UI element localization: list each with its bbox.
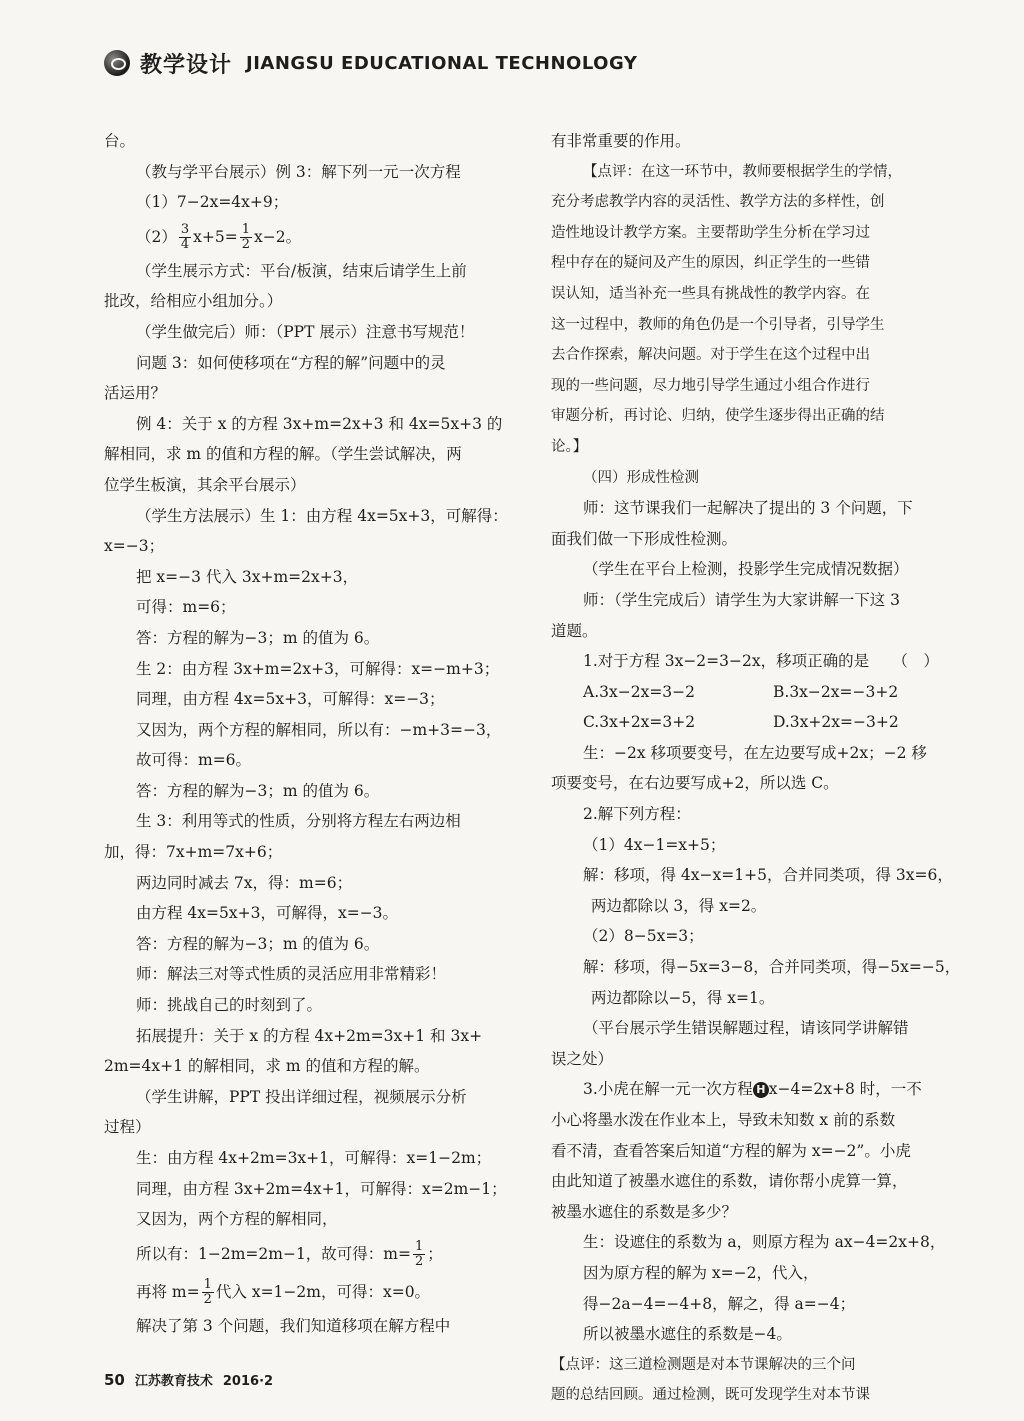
fraction	[240, 223, 252, 252]
text-line: 例 4：关于 x 的方程 3x+m=2x+3 和 4x=5x+3 的	[136, 414, 503, 433]
page-number: 50	[104, 1371, 125, 1389]
section-title: 教学设计	[140, 52, 233, 78]
text-line: （学生展示方式：平台/板演，结束后请学生上前	[136, 261, 467, 280]
numerator: 3	[180, 222, 190, 238]
equation-line: （1）7−2x=4x+9；	[136, 193, 289, 212]
comment-line: 审题分析，再讨论、归纳，使学生逐步得出正确的结	[551, 408, 885, 425]
fraction	[179, 223, 191, 252]
text-line: 解：移项，得−5x=3−8，合并同类项，得−5x=−5，	[583, 958, 961, 977]
left-column	[104, 126, 518, 1341]
text-line: 加，得：7x+m=7x+6；	[104, 843, 283, 862]
text-line: 两边都除以−5，得 x=1。	[591, 988, 775, 1007]
ink-blot-icon: H	[753, 1082, 769, 1098]
numerator: 1	[203, 1277, 212, 1293]
section-heading: （四）形成性检测	[583, 469, 699, 486]
text-line: 师：（学生完成后）请学生为大家讲解一下这 3	[583, 590, 901, 609]
text-line: 生：−2x 移项要变号，在左边要写成+2x；−2 移	[583, 743, 927, 762]
text-line: 得−2a−4=−4+8，解之，得 a=−4；	[583, 1294, 856, 1313]
option-c: C.3x+2x=3+2	[583, 713, 696, 732]
comment-line: 去合作探索，解决问题。对于学生在这个过程中出	[551, 347, 870, 364]
text-line: 生：设遮住的系数为 a，则原方程为 ax−4=2x+8，	[583, 1233, 946, 1252]
question-line: 1.对于方程 3x−2=3−2x，移项正确的是 （ ）	[583, 652, 939, 671]
text-line: （学生做完后）师：（PPT 展示）注意书写规范！	[136, 322, 475, 341]
denominator: 2	[415, 1254, 424, 1270]
text-line: （学生方法展示）生 1：由方程 4x=5x+3，可解得：	[136, 506, 508, 525]
text-line: 由此知道了被墨水遮住的系数，请你帮小虎算一算，	[551, 1172, 908, 1191]
text-line: 解决了第 3 个问题，我们知道移项在解方程中	[136, 1316, 451, 1335]
text-line: 有非常重要的作用。	[551, 132, 691, 150]
issue-number: 2016·2	[222, 1374, 274, 1389]
text-line: （学生讲解，PPT 投出详细过程，视频展示分析	[136, 1087, 467, 1106]
comment-line: 造性地设计教学方案。主要帮助学生分析在学习过	[551, 224, 870, 241]
journal-name: 江苏教育技术	[134, 1374, 213, 1389]
text-span: 所以有：1−2m=2m−1，故可得：m=	[136, 1244, 411, 1263]
text-span: x−4=2x+8 时，一不	[768, 1080, 922, 1099]
page-footer	[104, 1370, 273, 1389]
text-line: 又因为，两个方程的解相同，	[136, 1210, 338, 1229]
options-row	[551, 677, 971, 708]
text-line: 2m=4x+1 的解相同，求 m 的值和方程的解。	[104, 1057, 430, 1076]
text-line: 由方程 4x=5x+3，可解得，x=−3。	[136, 904, 399, 923]
page-header	[104, 46, 637, 80]
text-line: （教与学平台展示）例 3：解下列一元一次方程	[136, 162, 461, 181]
comment-line: 误认知，适当补充一些具有挑战性的教学内容。在	[551, 285, 870, 302]
text-line: x=−3；	[104, 537, 165, 556]
text-line: 又因为，两个方程的解相同，所以有：−m+3=−3，	[136, 720, 502, 739]
equation-line	[104, 1273, 518, 1311]
question-line: 2.解下列方程：	[583, 805, 691, 824]
text-line: 同理，由方程 4x=5x+3，可解得：x=−3；	[136, 690, 445, 709]
text-line: 师：解法三对等式性质的灵活应用非常精彩！	[136, 965, 447, 984]
text-line: 生 2：由方程 3x+m=2x+3，可解得：x=−m+3；	[136, 659, 500, 678]
comment-line: 【点评：在这一环节中，教师要根据学生的学情，	[583, 163, 902, 180]
numerator: 1	[415, 1239, 424, 1255]
text-line: 位学生板演，其余平台展示）	[104, 475, 306, 494]
comment-line: 程中存在的疑问及产生的原因，纠正学生的一些错	[551, 255, 870, 272]
comment-line: 这一过程中，教师的角色仍是一个引导者，引导学生	[551, 316, 885, 333]
text-line: 两边都除以 3，得 x=2。	[591, 896, 767, 915]
text-line: 生：由方程 4x+2m=3x+1，可解得：x=1−2m；	[136, 1149, 492, 1167]
text-span: （2）	[136, 227, 177, 246]
equation-line: （1）4x−1=x+5；	[583, 835, 726, 854]
text-span: x−2。	[254, 227, 302, 246]
text-line: 解相同，求 m 的值和方程的解。（学生尝试解决，两	[104, 445, 462, 464]
logo-disc-icon	[104, 50, 130, 76]
comment-line: 现的一些问题，尽力地引导学生通过小组合作进行	[551, 377, 870, 394]
text-line: 因为原方程的解为 x=−2，代入，	[583, 1263, 819, 1282]
text-line: 答：方程的解为−3；m 的值为 6。	[136, 628, 380, 647]
text-line: （平台展示学生错误解题过程，请该同学讲解错	[583, 1019, 909, 1038]
text-line: 同理，由方程 3x+2m=4x+1，可解得：x=2m−1；	[136, 1179, 507, 1198]
text-line: 批改，给相应小组加分。）	[104, 292, 283, 311]
comment-line: 【点评：这三道检测题是对本节课解决的三个问	[551, 1356, 856, 1373]
option-a: A.3x−2x=3−2	[583, 682, 696, 701]
text-span: 再将 m=	[136, 1282, 200, 1301]
question-line	[551, 1074, 971, 1105]
option-d: D.3x+2x=−3+2	[773, 713, 899, 732]
text-line: 师：这节课我们一起解决了提出的 3 个问题，下	[583, 499, 913, 518]
text-line: 生 3：利用等式的性质，分别将方程左右两边相	[136, 812, 461, 831]
text-line: 道题。	[551, 621, 598, 640]
comment-line: 充分考虑教学内容的灵活性、教学方法的多样性，创	[551, 194, 885, 211]
equation-line	[104, 218, 518, 256]
text-span: x+5=	[193, 227, 238, 246]
text-line: 面我们做一下形成性检测。	[551, 529, 738, 548]
denominator: 4	[180, 237, 190, 253]
text-line: 故可得：m=6。	[136, 751, 252, 770]
comment-line: 题的总结回顾。通过检测，既可发现学生对本节课	[551, 1387, 870, 1404]
text-span: 代入 x=1−2m，可得：x=0。	[215, 1282, 431, 1301]
text-line: 看不清，查看答案后知道“方程的解为 x=−2”。小虎	[551, 1141, 911, 1160]
text-line: 误之处）	[551, 1049, 614, 1068]
option-b: B.3x−2x=−3+2	[773, 682, 899, 701]
equation-line	[104, 1235, 518, 1273]
text-line: 答：方程的解为−3；m 的值为 6。	[136, 781, 380, 800]
text-span: ；	[427, 1244, 443, 1263]
options-row	[551, 707, 971, 738]
text-line: 台。	[104, 132, 136, 150]
fraction	[413, 1240, 425, 1269]
text-line: 所以被墨水遮住的系数是−4。	[583, 1325, 792, 1344]
text-line: 小心将墨水泼在作业本上，导致未知数 x 前的系数	[551, 1111, 896, 1129]
numerator: 1	[241, 222, 251, 238]
comment-line: 论。】	[551, 438, 588, 455]
text-line: 解：移项，得 4x−x=1+5，合并同类项，得 3x=6，	[583, 866, 953, 885]
fraction	[202, 1278, 214, 1307]
text-line: （学生在平台上检测，投影学生完成情况数据）	[583, 560, 909, 579]
denominator: 2	[203, 1292, 212, 1308]
denominator: 2	[241, 237, 251, 253]
text-line: 两边同时减去 7x，得：m=6；	[136, 873, 353, 892]
right-column	[551, 126, 971, 1411]
text-line: 师：挑战自己的时刻到了。	[136, 996, 323, 1015]
text-line: 可得：m=6；	[136, 598, 236, 617]
text-line: 问题 3：如何使移项在“方程的解”问题中的灵	[136, 353, 446, 372]
text-line: 活运用？	[104, 384, 167, 403]
journal-title-en: JIANGSU EDUCATIONAL TECHNOLOGY	[246, 52, 638, 74]
text-line: 把 x=−3 代入 3x+m=2x+3，	[136, 567, 359, 586]
text-line: 过程）	[104, 1118, 151, 1137]
text-line: 被墨水遮住的系数是多少？	[551, 1202, 738, 1221]
text-span: 3.小虎在解一元一次方程	[583, 1080, 753, 1099]
text-line: 答：方程的解为−3；m 的值为 6。	[136, 934, 380, 953]
text-line: 项要变号，在右边要写成+2，所以选 C。	[551, 774, 839, 793]
equation-line: （2）8−5x=3；	[583, 927, 704, 946]
text-line: 拓展提升：关于 x 的方程 4x+2m=3x+1 和 3x+	[136, 1026, 483, 1045]
